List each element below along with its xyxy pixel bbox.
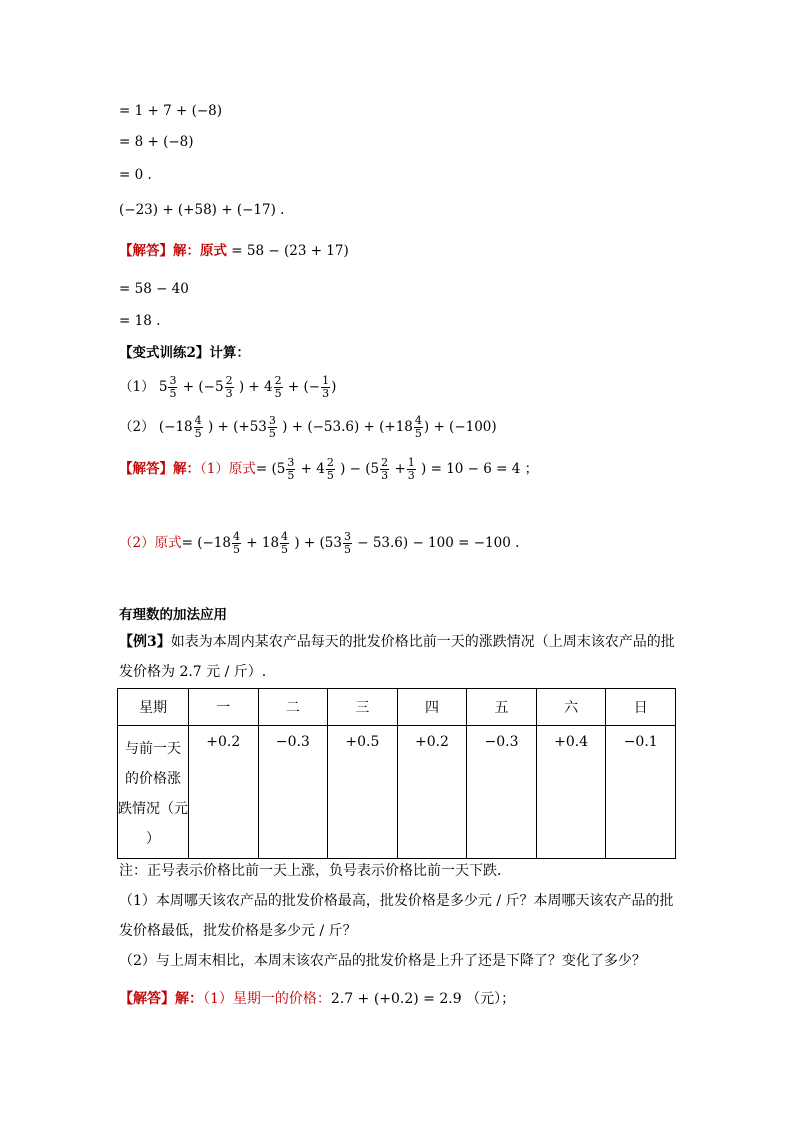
numerator: 2 xyxy=(274,374,282,387)
answer-label: （2）原式 xyxy=(119,535,182,551)
numerator: 4 xyxy=(194,414,202,427)
section-title: 有理数的加法应用 xyxy=(119,607,227,623)
fraction xyxy=(280,531,289,556)
ans2-part: − 53.6) − 100 = −100 . xyxy=(357,535,520,551)
header-day: 五 xyxy=(467,689,537,726)
table-header-row xyxy=(118,689,676,726)
row-label xyxy=(118,726,189,859)
fraction xyxy=(321,375,330,400)
denominator: 5 xyxy=(343,543,351,556)
line-7: = 18 . xyxy=(119,313,161,329)
fraction xyxy=(380,457,389,482)
line-2: = 8 + (−8) xyxy=(119,134,194,150)
q2-part: ) + (−53.6) + (+18 xyxy=(282,419,413,435)
table-cell: −0.3 xyxy=(258,726,328,859)
ans2-part: = (−18 xyxy=(181,535,231,551)
row-label-line: ） xyxy=(146,831,160,847)
denominator: 5 xyxy=(281,543,289,556)
table-row xyxy=(118,726,676,859)
ans1-part: + xyxy=(394,461,406,477)
numerator: 2 xyxy=(225,374,233,387)
example-paragraph xyxy=(119,627,679,687)
numerator: 2 xyxy=(326,456,334,469)
denominator: 3 xyxy=(381,469,389,482)
question-1-line-2: 发价格最低，批发价格是多少元 / 斤？ xyxy=(119,923,357,939)
fraction xyxy=(326,457,335,482)
q1-part: 5 xyxy=(158,379,168,395)
answer-expression: 2.7 + (+0.2) = 2.9 （元）； xyxy=(330,991,516,1007)
header-day: 六 xyxy=(536,689,606,726)
q2-label: （2） xyxy=(119,419,155,435)
fraction xyxy=(225,375,234,400)
q2-part: ) + (+53 xyxy=(207,419,267,435)
denominator: 5 xyxy=(287,469,295,482)
q1-part: + (− xyxy=(287,379,321,395)
denominator: 5 xyxy=(194,427,202,440)
numerator: 3 xyxy=(343,530,351,543)
answer-tag: 【解答】解： xyxy=(119,991,203,1007)
example-text-2: 发价格为 2.7 元 / 斤）. xyxy=(119,664,267,680)
numerator: 4 xyxy=(414,414,422,427)
denominator: 5 xyxy=(232,543,240,556)
fraction xyxy=(286,457,295,482)
fraction xyxy=(194,415,203,440)
header-label: 星期 xyxy=(118,689,189,726)
fraction xyxy=(232,531,241,556)
answer-2 xyxy=(119,528,519,558)
question-2-line: （2）与上周末相比，本周末该农产品的批发价格是上升了还是下降了？变化了多少？ xyxy=(119,953,646,969)
answer-1 xyxy=(119,454,538,484)
answer-expression: = 58 − (23 + 17) xyxy=(231,243,349,259)
line-4: (−23) + (+58) + (−17) . xyxy=(119,202,285,218)
denominator: 5 xyxy=(274,387,282,400)
line-1: = 1 + 7 + (−8) xyxy=(119,103,223,119)
fraction xyxy=(343,531,352,556)
final-answer xyxy=(119,990,515,1008)
numerator: 4 xyxy=(232,530,240,543)
answer-tag: 【解答】解： xyxy=(119,461,200,477)
table-cell: +0.2 xyxy=(397,726,467,859)
header-day: 二 xyxy=(258,689,328,726)
denominator: 5 xyxy=(414,427,422,440)
answer-label: （1）原式 xyxy=(200,461,256,477)
denominator: 3 xyxy=(322,387,330,400)
numerator: 2 xyxy=(381,456,389,469)
denominator: 5 xyxy=(169,387,177,400)
numerator: 3 xyxy=(169,374,177,387)
denominator: 3 xyxy=(407,469,415,482)
answer-tag: 【解答】解：原式 xyxy=(119,243,227,259)
question-1 xyxy=(119,372,336,402)
q2-part: (−18 xyxy=(158,419,193,435)
denominator: 5 xyxy=(326,469,334,482)
table-note: 注：正号表示价格比前一天上涨，负号表示价格比前一天下跌． xyxy=(119,863,511,879)
numerator: 3 xyxy=(287,456,295,469)
ans2-part: + 18 xyxy=(246,535,280,551)
numerator: 1 xyxy=(407,456,415,469)
ans1-part: ) − (5 xyxy=(340,461,380,477)
example-tag: 【例3】 xyxy=(119,634,171,650)
question-1-line-1: （1）本周哪天该农产品的批发价格最高，批发价格是多少元 / 斤？本周哪天该农产品的批 xyxy=(119,893,674,909)
variant-heading: 【变式训练2】计算： xyxy=(119,345,250,361)
questions-paragraph xyxy=(119,886,679,976)
q1-part: ) xyxy=(331,379,337,395)
fraction xyxy=(407,457,416,482)
row-label-line: 与前一天 xyxy=(125,741,181,757)
header-day: 四 xyxy=(397,689,467,726)
ans1-part: + 4 xyxy=(300,461,325,477)
ans2-part: ) + (53 xyxy=(294,535,342,551)
example-text-1: 如表为本周内某农产品每天的批发价格比前一天的涨跌情况（上周末该农产品的批 xyxy=(170,634,675,650)
q1-label: （1） xyxy=(119,379,155,395)
header-day: 三 xyxy=(328,689,398,726)
ans1-part: = (5 xyxy=(255,461,286,477)
ans1-part: ) = 10 − 6 = 4 ； xyxy=(421,461,539,477)
table-cell: +0.2 xyxy=(189,726,259,859)
price-change-table xyxy=(117,688,676,859)
row-label-line: 的价格涨 xyxy=(125,771,181,787)
numerator: 3 xyxy=(268,414,276,427)
table-cell: +0.5 xyxy=(328,726,398,859)
q1-part: + (−5 xyxy=(182,379,224,395)
table-cell: +0.4 xyxy=(536,726,606,859)
fraction xyxy=(268,415,277,440)
denominator: 5 xyxy=(268,427,276,440)
numerator: 4 xyxy=(281,530,289,543)
header-day: 日 xyxy=(606,689,676,726)
answer-label: （1）星期一的价格： xyxy=(203,991,331,1007)
fraction xyxy=(414,415,423,440)
fraction xyxy=(168,375,177,400)
line-6: = 58 − 40 xyxy=(119,281,189,297)
denominator: 3 xyxy=(225,387,233,400)
header-day: 一 xyxy=(189,689,259,726)
row-label-line: 跌情况（元 xyxy=(118,801,188,817)
q1-part: ) + 4 xyxy=(238,379,273,395)
table-cell: −0.3 xyxy=(467,726,537,859)
numerator: 1 xyxy=(322,374,330,387)
fraction xyxy=(274,375,283,400)
question-2 xyxy=(119,412,497,442)
table-cell: −0.1 xyxy=(606,726,676,859)
line-5 xyxy=(119,242,349,260)
line-3: = 0 . xyxy=(119,167,152,183)
q2-part: ) + (−100) xyxy=(423,419,497,435)
